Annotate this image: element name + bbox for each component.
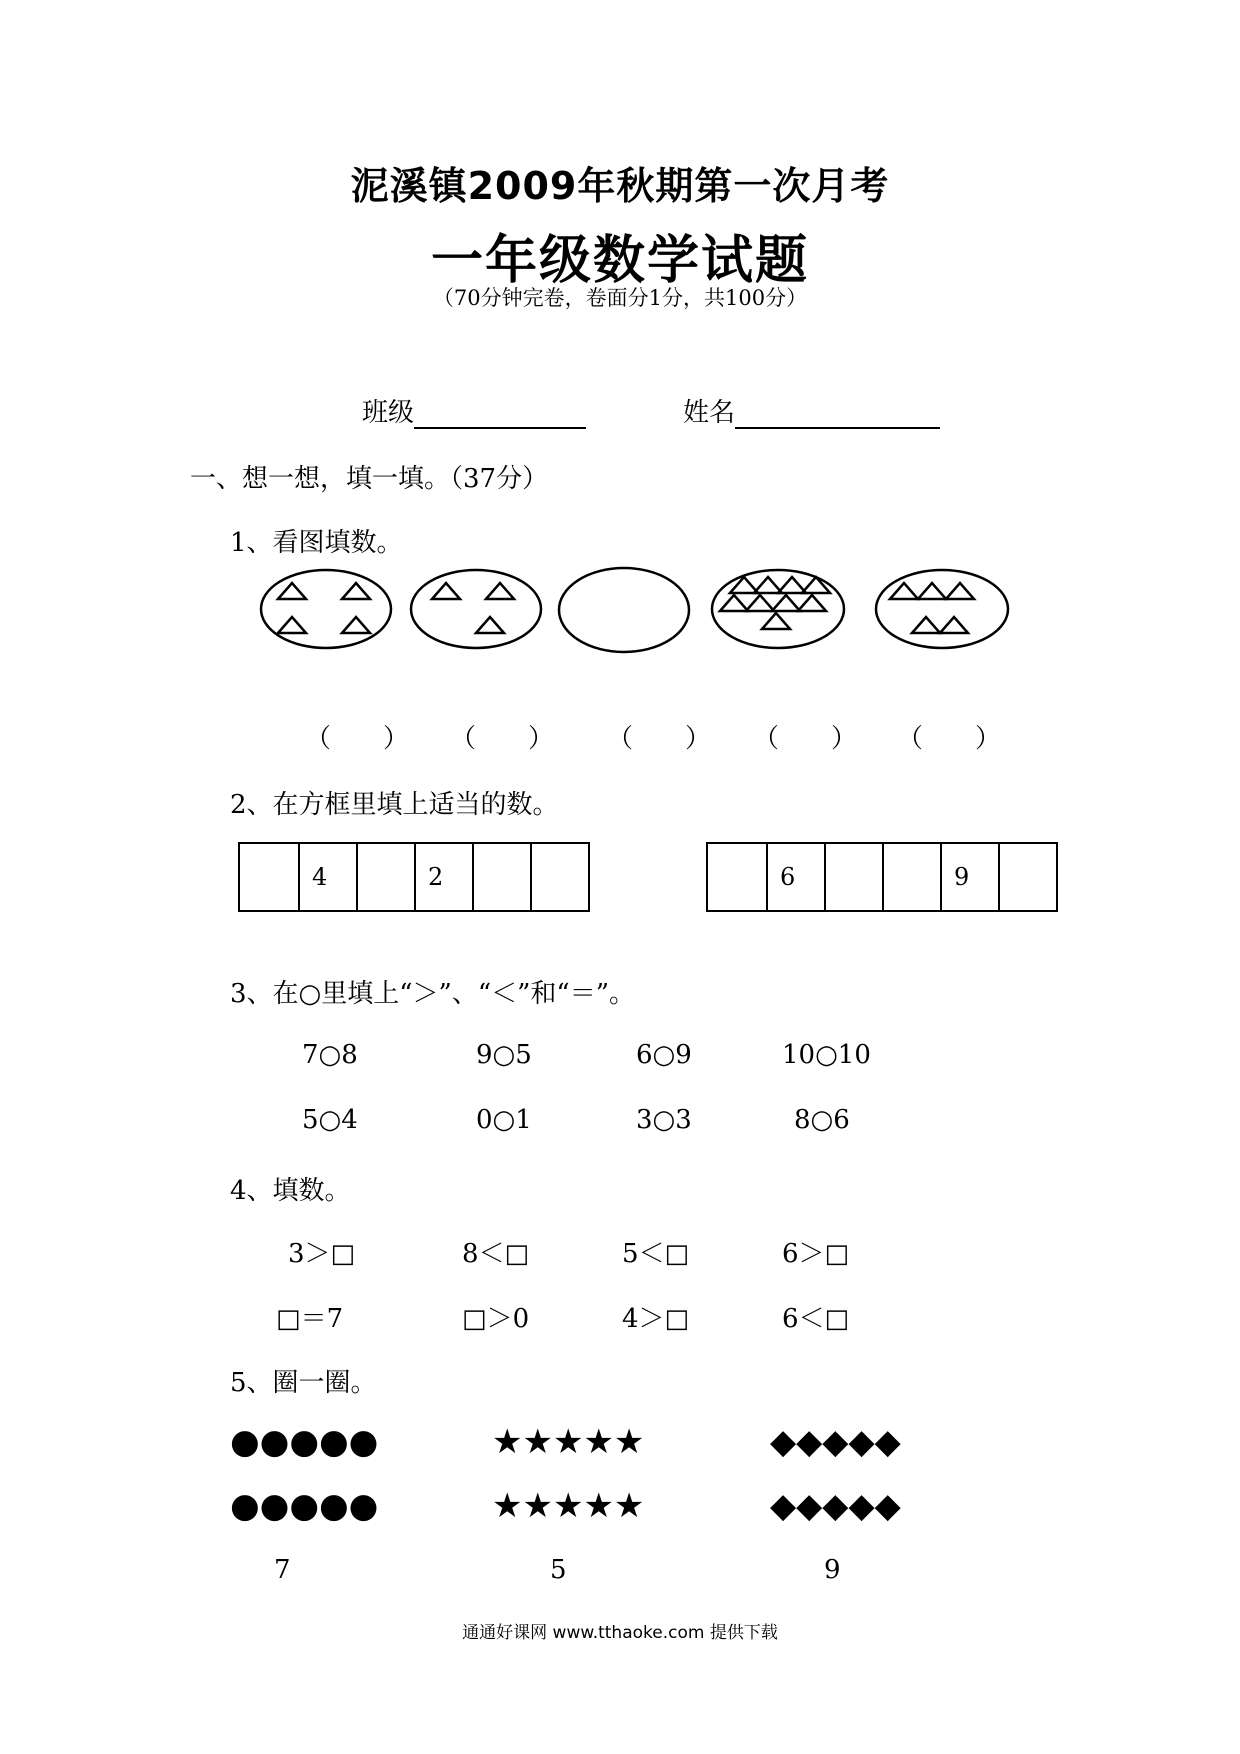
fill-item[interactable]: 5＜□ bbox=[622, 1239, 690, 1269]
triangle bbox=[342, 583, 370, 599]
compare-item[interactable]: 7○8 bbox=[302, 1040, 358, 1070]
fill-item[interactable]: 3＞□ bbox=[288, 1239, 356, 1269]
triangle bbox=[890, 583, 918, 599]
number-box[interactable] bbox=[824, 844, 882, 910]
number-box[interactable] bbox=[998, 844, 1056, 910]
diamond-symbols-row-2: ◆◆◆◆◆ bbox=[770, 1486, 901, 1526]
name-blank[interactable] bbox=[735, 399, 940, 429]
star-symbols-row-2: ★★★★★ bbox=[492, 1486, 645, 1526]
q2-box-row-1 bbox=[238, 842, 590, 912]
oval-group-2 bbox=[411, 570, 541, 648]
number-box[interactable]: 2 bbox=[414, 844, 472, 910]
triangle bbox=[798, 595, 826, 611]
triangle bbox=[762, 613, 790, 629]
triangle bbox=[940, 617, 968, 633]
compare-item[interactable]: 5○4 bbox=[302, 1105, 358, 1135]
triangle bbox=[278, 617, 306, 633]
q1-answer-2[interactable]: （ ） bbox=[450, 724, 555, 754]
triangle bbox=[342, 617, 370, 633]
name-label: 姓名 bbox=[683, 398, 736, 428]
diamond-symbols-row-1: ◆◆◆◆◆ bbox=[770, 1422, 901, 1462]
triangle bbox=[432, 583, 460, 599]
triangle bbox=[746, 595, 774, 611]
triangle bbox=[918, 583, 946, 599]
number-box[interactable] bbox=[240, 844, 298, 910]
oval-5 bbox=[876, 570, 1008, 648]
compare-item[interactable]: 9○5 bbox=[476, 1040, 532, 1070]
q3-title: 3、在○里填上“＞”、“＜”和“＝”。 bbox=[230, 979, 635, 1009]
q5-number-1: 7 bbox=[274, 1555, 291, 1585]
triangle bbox=[912, 617, 940, 633]
compare-item[interactable]: 8○6 bbox=[794, 1105, 850, 1135]
triangle bbox=[720, 595, 748, 611]
number-box[interactable]: 9 bbox=[940, 844, 998, 910]
exam-title-line1: 泥溪镇2009年秋期第一次月考 bbox=[350, 164, 890, 208]
triangle bbox=[946, 583, 974, 599]
fill-item[interactable]: □＞0 bbox=[462, 1304, 530, 1334]
oval-group-1 bbox=[261, 570, 391, 648]
star-symbols-row-1: ★★★★★ bbox=[492, 1422, 645, 1462]
fill-item[interactable]: 4＞□ bbox=[622, 1304, 690, 1334]
triangle bbox=[278, 583, 306, 599]
triangle bbox=[802, 577, 830, 593]
q2-title: 2、在方框里填上适当的数。 bbox=[230, 790, 559, 820]
exam-subtitle: （70分钟完卷，卷面分1分，共100分） bbox=[432, 286, 808, 310]
class-blank[interactable] bbox=[414, 399, 586, 429]
fill-item[interactable]: 6＞□ bbox=[782, 1239, 850, 1269]
triangle bbox=[486, 583, 514, 599]
number-box[interactable] bbox=[708, 844, 766, 910]
triangle bbox=[754, 577, 782, 593]
q5-title: 5、圈一圈。 bbox=[230, 1368, 377, 1398]
q1-title: 1、看图填数。 bbox=[230, 528, 403, 558]
q1-answer-1[interactable]: （ ） bbox=[305, 724, 410, 754]
fill-item[interactable]: 6＜□ bbox=[782, 1304, 850, 1334]
class-field bbox=[362, 392, 586, 429]
q1-answer-4[interactable]: （ ） bbox=[753, 724, 858, 754]
oval-2 bbox=[411, 570, 541, 648]
number-box[interactable] bbox=[530, 844, 588, 910]
q1-answer-3[interactable]: （ ） bbox=[607, 724, 712, 754]
compare-item[interactable]: 0○1 bbox=[476, 1105, 532, 1135]
circle-symbols-row-2: ●●●●● bbox=[230, 1486, 379, 1526]
circle-symbols-row-1: ●●●●● bbox=[230, 1422, 379, 1462]
compare-item[interactable]: 10○10 bbox=[782, 1040, 871, 1070]
oval-group-5 bbox=[876, 570, 1008, 648]
triangle bbox=[772, 595, 800, 611]
class-label: 班级 bbox=[362, 398, 415, 428]
triangle bbox=[476, 617, 504, 633]
compare-item[interactable]: 6○9 bbox=[636, 1040, 692, 1070]
number-box[interactable]: 6 bbox=[766, 844, 824, 910]
q2-box-row-2 bbox=[706, 842, 1058, 912]
triangle bbox=[778, 577, 806, 593]
oval-1 bbox=[261, 570, 391, 648]
q5-number-3: 9 bbox=[824, 1555, 841, 1585]
oval-group-4 bbox=[712, 570, 844, 648]
q5-number-2: 5 bbox=[550, 1555, 567, 1585]
number-box[interactable] bbox=[882, 844, 940, 910]
number-box[interactable]: 4 bbox=[298, 844, 356, 910]
q1-answer-5[interactable]: （ ） bbox=[897, 724, 1002, 754]
q1-figure bbox=[250, 565, 1020, 675]
number-box[interactable] bbox=[356, 844, 414, 910]
number-box[interactable] bbox=[472, 844, 530, 910]
fill-item[interactable]: □＝7 bbox=[276, 1304, 344, 1334]
footer-credit: 通通好课网 www.tthaoke.com 提供下载 bbox=[462, 1623, 778, 1643]
oval-3 bbox=[559, 568, 689, 652]
fill-item[interactable]: 8＜□ bbox=[462, 1239, 530, 1269]
compare-item[interactable]: 3○3 bbox=[636, 1105, 692, 1135]
q4-title: 4、填数。 bbox=[230, 1176, 351, 1206]
name-field bbox=[683, 392, 940, 429]
section1-title: 一、想一想，填一填。（37分） bbox=[190, 464, 549, 494]
exam-title-line2: 一年级数学试题 bbox=[430, 231, 809, 291]
oval-group-3 bbox=[559, 568, 689, 652]
